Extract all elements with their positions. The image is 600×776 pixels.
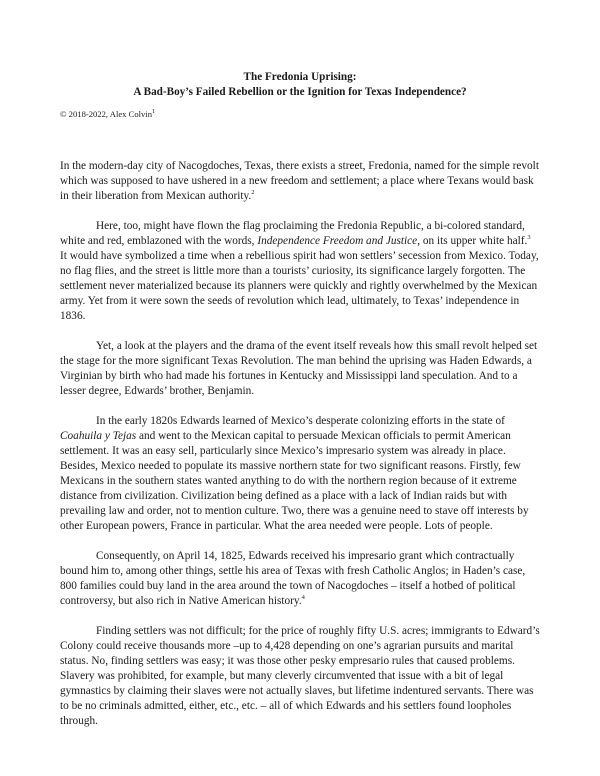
document-body <box>60 159 540 744</box>
paragraph-2-text-b: , on its upper white half. <box>417 235 528 247</box>
state-name: Coahuila y Tejas <box>60 430 137 442</box>
flag-motto: Independence Freedom and Justice <box>257 235 418 247</box>
copyright-notice <box>60 109 155 120</box>
paragraph-6-text: Finding settlers was not difficult; for the price of roughly fifty U.S. acres; immigrants to Edward’s Colony could receive thousands more –up to 4,428 depending on one’s agrarian pursuits and marital status. No, finding settlers was easy; it was those other pesky empresario rules that caused problems. Slavery was prohibited, for example, but many cleverly circumvented that issue with a bit of legal gymnastics by claiming their slaves were not actually slaves, but lifetime indentured servants. There was to be no criminals admitted, either, etc., etc. – all of which Edwards and his settlers found loopholes through. <box>60 625 540 727</box>
title-line-2: A Bad-Boy’s Failed Rebellion or the Ignition for Texas Independence? <box>133 86 467 98</box>
footnote-ref-1: 1 <box>152 108 156 116</box>
paragraph-5 <box>60 549 540 609</box>
paragraph-3-text: Yet, a look at the players and the drama of the event itself reveals how this small revolt helped set the stage for the more significant Texas Revolution. The man behind the uprising was Haden Edwards, a Virginian by birth who had made his fortunes in Kentucky and Mississippi land speculation. And to a lesser degree, Edwards’ brother, Benjamin. <box>60 340 538 397</box>
footnote-ref-4: 4 <box>301 594 305 602</box>
paragraph-6 <box>60 624 540 729</box>
paragraph-4-text-a: In the early 1820s Edwards learned of Mexico’s desperate colonizing efforts in the state of <box>96 415 505 427</box>
copyright-text: © 2018-2022, Alex Colvin <box>60 109 152 119</box>
footnote-ref-3: 3 <box>527 234 531 242</box>
paragraph-1 <box>60 159 540 204</box>
paragraph-4-text-b: and went to the Mexican capital to persuade Mexican officials to permit American settlement. It was an easy sell, particularly since Mexico’s impresario system was already in place. Besides, Mexico needed to populate its massive northern state for two significant reasons. Firstly, few Mexicans in the southern states wanted anything to do with the northern region because of it extreme distance from civilization. Civilization being defined as a place with a lack of Indian raids but with prevailing law and order, not to mention culture. Two, there was a genuine need to stave off interests by other European powers, France in particular. What the area needed were people. Lots of people. <box>60 430 529 532</box>
paragraph-2 <box>60 219 540 324</box>
paragraph-2-text-c: It would have symbolized a time when a rebellious spirit had won settlers’ secession from Mexico. Today, no flag flies, and the street is little more than a tourists’ curiosity, its significance largely forgotten. The settlement never materialized because its planners were quickly and rightly overwhelmed by the Mexican army. Yet from it were sown the seeds of revolution which lead, ultimately, to Texas’ independence in 1836. <box>60 250 539 322</box>
title-line-1: The Fredonia Uprising: <box>243 71 357 83</box>
document-title <box>0 70 600 100</box>
paragraph-3 <box>60 339 540 399</box>
paragraph-1-text: In the modern-day city of Nacogdoches, Texas, there exists a street, Fredonia, named for the simple revolt which was supposed to have ushered in a new freedom and settlement; a place where Texans would bask in their liberation from Mexican authority. <box>60 160 539 202</box>
paragraph-4 <box>60 414 540 534</box>
paragraph-2-text-a: Here, too, might have flown the flag proclaiming the Fredonia Republic, a bi-colored standard, white and red, emblazoned with the words, <box>60 220 525 247</box>
paragraph-5-text: Consequently, on April 14, 1825, Edwards received his impresario grant which contractually bound him to, among other things, settle his area of Texas with fresh Catholic Anglos; in Haden’s case, 800 families could buy land in the area around the town of Nacogdoches – itself a hotbed of political controversy, but also rich in Native American history. <box>60 550 526 607</box>
footnote-ref-2: 2 <box>251 189 255 197</box>
